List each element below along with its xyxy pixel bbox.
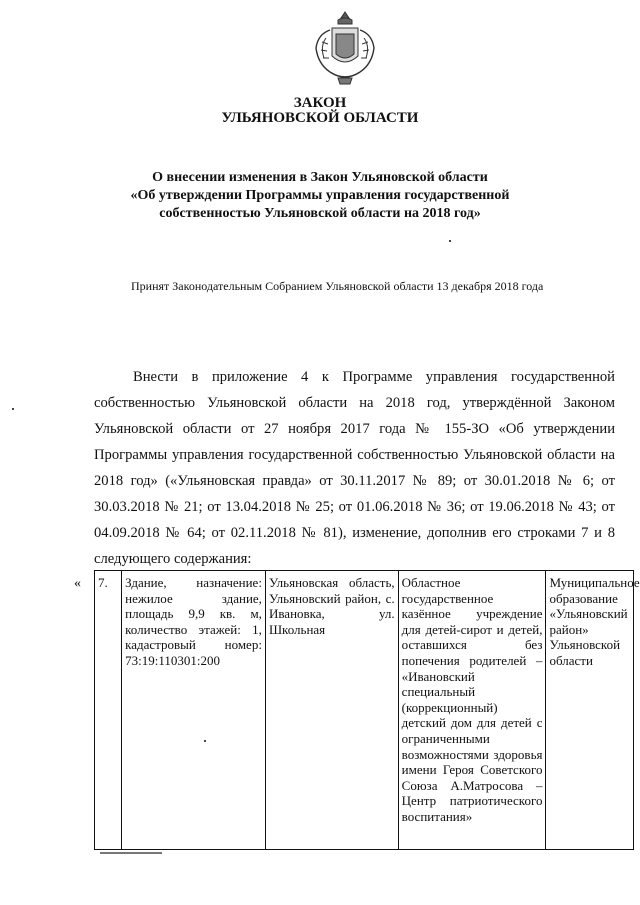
opening-quote-mark: « — [74, 576, 81, 591]
address-cell: Ульяновская область, Ульяновский район, с. Ивановка, ул. Школьная — [265, 571, 398, 850]
subject-line: «Об утверждении Программы управления государственной — [130, 188, 510, 203]
law-title: ЗАКОН — [293, 95, 347, 111]
law-subject — [0, 169, 640, 223]
scan-artifact — [12, 408, 14, 410]
subject-line: собственностью Ульяновской области на 2018 год» — [159, 206, 481, 221]
holder-cell: Областное государственное казённое учреждение для детей-сирот и детей, оставшихся без попечения родителей – «Ивановский специальный (коррекционный) детский дом для детей с ограниченными возможностями здоровья имени Героя Советского Союза А.Матросова – Центр патриотического воспитания» — [398, 571, 546, 850]
adoption-note: Принят Законодательным Собранием Ульяновской области 13 декабря 2018 года — [131, 279, 544, 293]
body-paragraph: Внести в приложение 4 к Программе управления государственной собственностью Ульяновской области на 2018 год, утверждённой Законом Ульяновской области от 27 ноября 2017 года № 155-ЗО «Об утверждении Программы управления государственной собственностью Ульяновской области на 2018 год» («Ульяновская правда» от 30.11.2017 № 89; от 30.01.2018 № 6; от 30.03.2018 № 21; от 13.04.2018 № 25; от 01.06.2018 № 36; от 19.06.2018 № 43; от 04.09.2018 № 64; от 02.11.2018 № 81), изменение, дополнив его строками 7 и 8 следующего содержания: — [94, 369, 615, 567]
scan-artifact — [204, 740, 206, 742]
scan-artifact — [100, 852, 162, 854]
object-description-cell: Здание, назначение: нежилое здание, площадь 9,9 кв. м, количество этажей: 1, кадастровый номер: 73:19:110301:200 — [122, 571, 266, 850]
coat-of-arms-emblem — [300, 8, 390, 90]
table-row — [95, 571, 634, 850]
amendment-table — [94, 570, 640, 850]
region-title: УЛЬЯНОВСКОЙ ОБЛАСТИ — [221, 110, 419, 126]
recipient-cell: Муниципальное образование «Ульяновский район» Ульяновской области — [546, 571, 634, 850]
subject-line: О внесении изменения в Закон Ульяновской области — [152, 170, 488, 185]
row-number-cell: 7. — [95, 571, 122, 850]
scan-artifact — [449, 240, 451, 242]
